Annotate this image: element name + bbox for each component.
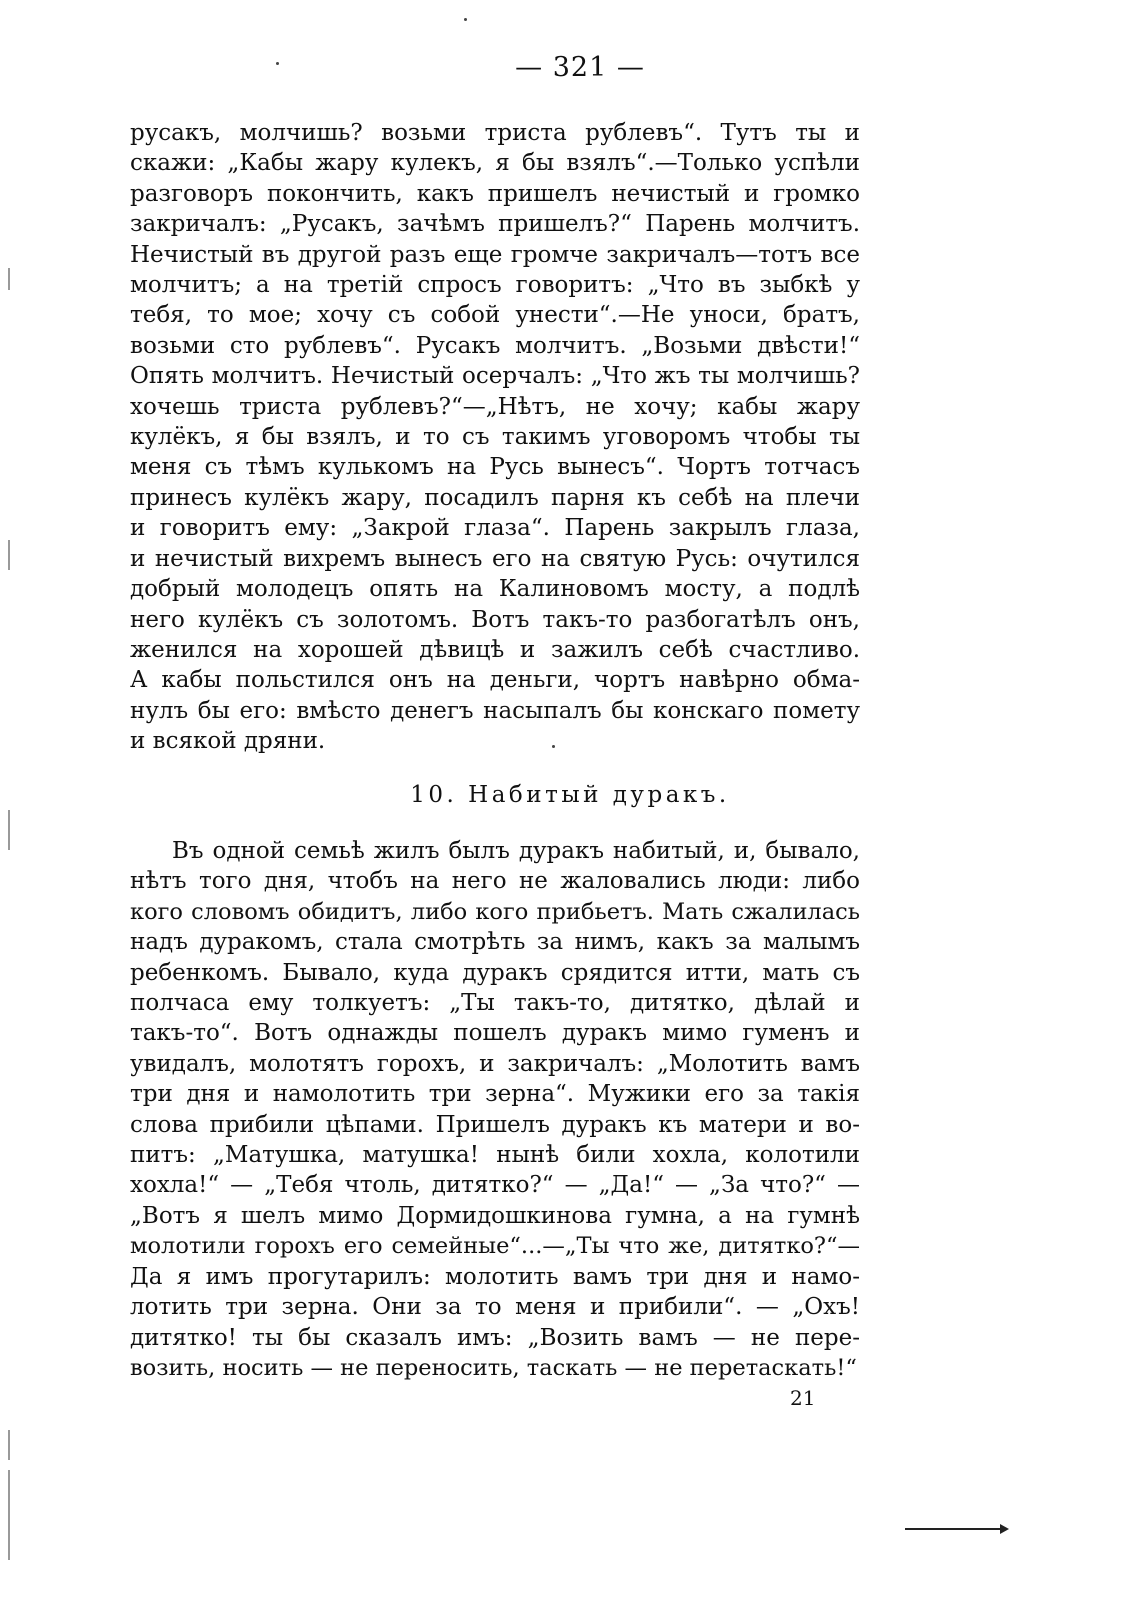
scan-speck bbox=[464, 18, 467, 21]
text-line: разговоръ покончить, какъ пришелъ нечистый и громко bbox=[130, 180, 860, 207]
text-line: ребенкомъ. Бывало, куда дуракъ срядится итти, мать съ bbox=[130, 959, 860, 986]
text-line: принесъ кулёкъ жару, посадилъ парня къ себѣ на плечи bbox=[130, 484, 860, 511]
text-line: него кулёкъ съ золотомъ. Вотъ такъ-то разбогатѣлъ онъ, bbox=[130, 606, 860, 633]
text-line: Опять молчитъ. Нечистый осерчалъ: „Что жъ ты молчишь? bbox=[130, 363, 860, 390]
text-line: добрый молодецъ опять на Калиновомъ мосту, а подлѣ bbox=[130, 576, 860, 603]
text-line: возьми сто рублевъ“. Русакъ молчитъ. „Возьми двѣсти!“ bbox=[130, 332, 860, 359]
scan-margin-mark bbox=[8, 1470, 10, 1560]
text-line: Нечистый въ другой разъ еще громче закричалъ—тотъ все bbox=[130, 241, 860, 268]
text-line: такъ-то“. Вотъ однажды пошелъ дуракъ мимо гуменъ и bbox=[130, 1020, 860, 1047]
story-10-body bbox=[130, 836, 860, 1383]
page-number: — 321 — bbox=[515, 52, 645, 83]
text-line: кулёкъ, я бы взялъ, и то съ такимъ уговоромъ чтобы ты bbox=[130, 424, 860, 451]
text-line: и нечистый вихремъ вынесъ его на святую Русь: очутился bbox=[130, 545, 860, 572]
scan-margin-mark bbox=[8, 540, 10, 570]
text-line: А кабы польстился онъ на деньги, чортъ навѣрно обма- bbox=[130, 667, 860, 694]
story-heading: 10. Набитый дуракъ. bbox=[410, 782, 730, 808]
scan-margin-mark bbox=[8, 810, 10, 850]
text-line: „Вотъ я шелъ мимо Дормидошкинова гумна, а на гумнѣ bbox=[130, 1202, 860, 1229]
text-line: Въ одной семьѣ жилъ былъ дуракъ набитый, и, бывало, bbox=[172, 838, 860, 864]
text-line: молотили горохъ его семейные“...—„Ты что же, дитятко?“— bbox=[130, 1233, 860, 1260]
scan-margin-mark bbox=[8, 268, 10, 290]
text-line: дитятко! ты бы сказалъ имъ: „Возить вамъ — не пере- bbox=[130, 1324, 860, 1351]
text-line: Да я имъ прогутарилъ: молотить вамъ три дня и намо- bbox=[130, 1263, 860, 1290]
text-line: и всякой дряни. bbox=[130, 728, 326, 755]
text-line: закричалъ: „Русакъ, зачѣмъ пришелъ?“ Парень молчитъ. bbox=[130, 211, 860, 238]
text-line: хочешь триста рублевъ?“—„Нѣтъ, не хочу; кабы жару bbox=[130, 393, 860, 420]
text-line: и говоритъ ему: „Закрой глаза“. Парень закрылъ глаза, bbox=[130, 515, 860, 542]
scan-arrow-mark bbox=[905, 1528, 1001, 1530]
text-line: слова прибили цѣпами. Пришелъ дуракъ къ матери и во- bbox=[130, 1111, 860, 1138]
text-line: надъ дуракомъ, стала смотрѣть за нимъ, какъ за малымъ bbox=[130, 929, 860, 956]
text-line: три дня и намолотить три зерна“. Мужики его за такія bbox=[130, 1081, 860, 1108]
text-line: нѣтъ того дня, чтобъ на него не жаловались люди: либо bbox=[130, 868, 860, 895]
text-line: лотить три зерна. Они за то меня и прибили“. — „Охъ! bbox=[130, 1294, 860, 1321]
text-line: нулъ бы его: вмѣсто денегъ насыпалъ бы конскаго помету bbox=[130, 697, 860, 724]
signature-mark: 21 bbox=[790, 1386, 816, 1410]
text-line: русакъ, молчишь? возьми триста рублевъ“. Тутъ ты и bbox=[130, 120, 860, 146]
text-line: женился на хорошей дѣвицѣ и зажилъ себѣ счастливо. bbox=[130, 636, 860, 663]
text-line: меня съ тѣмъ кулькомъ на Русь вынесъ“. Чортъ тотчасъ bbox=[130, 454, 860, 481]
scan-margin-mark bbox=[8, 1430, 10, 1460]
text-line: тебя, то мое; хочу съ собой унести“.—Не уноси, братъ, bbox=[130, 302, 860, 329]
text-line: скажи: „Кабы жару кулекъ, я бы взялъ“.—Только успѣли bbox=[130, 150, 860, 177]
text-line: кого словомъ обидитъ, либо кого прибьетъ. Мать сжалилась bbox=[130, 898, 860, 925]
text-line: молчитъ; а на третій спросъ говоритъ: „Что въ зыбкѣ у bbox=[130, 272, 860, 299]
story-continuation bbox=[130, 118, 860, 757]
text-line: возить, носить — не переносить, таскать — не перетаскать!“ bbox=[130, 1354, 857, 1381]
text-line: полчаса ему толкуетъ: „Ты такъ-то, дитятко, дѣлай и bbox=[130, 990, 860, 1017]
text-line: увидалъ, молотятъ горохъ, и закричалъ: „Молотить вамъ bbox=[130, 1050, 860, 1077]
text-line: питъ: „Матушка, матушка! нынѣ били хохла, колотили bbox=[130, 1142, 860, 1169]
text-line: хохла!“ — „Тебя чтоль, дитятко?“ — „Да!“ — „За что?“ — bbox=[130, 1172, 860, 1199]
